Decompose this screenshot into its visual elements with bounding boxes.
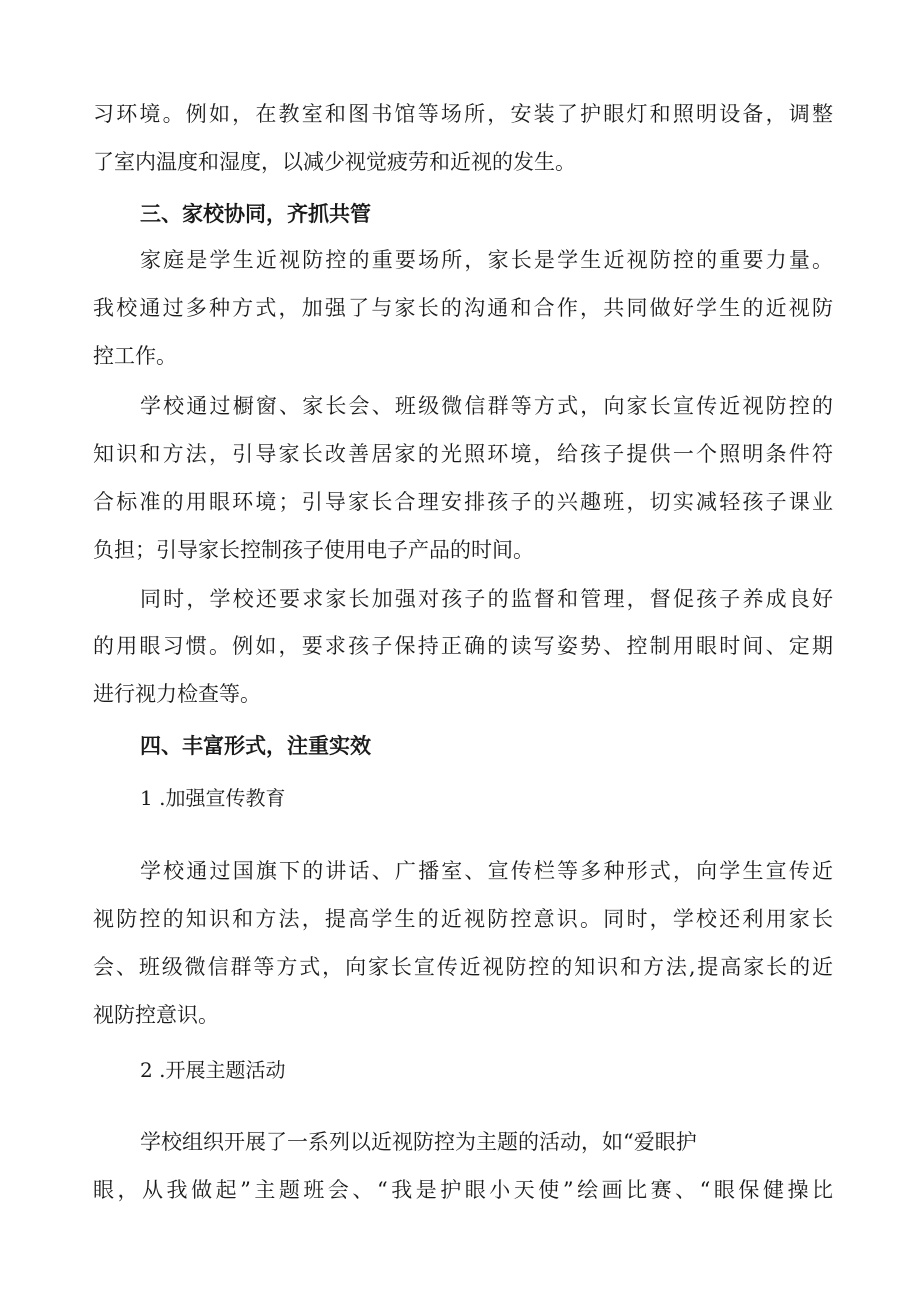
paragraph-line: 我校通过多种方式，加强了与家长的沟通和合作，共同做好学生的近视防 — [93, 296, 833, 320]
paragraph-line: 进行视力检查等。 — [93, 682, 261, 706]
paragraph-line: 习环境。例如，在教室和图书馆等场所，安装了护眼灯和照明设备，调整 — [93, 102, 833, 126]
paragraph-line: 学校通过国旗下的讲话、广播室、宣传栏等多种形式，向学生宣传近 — [140, 859, 833, 883]
paragraph-line: 会、班级微信群等方式，向家长宣传近视防控的知识和方法,提高家长的近 — [93, 955, 833, 979]
section-heading-3: 三、家校协同，齐抓共管 — [140, 202, 371, 226]
paragraph-line: 的用眼习惯。例如，要求孩子保持正确的读写姿势、控制用眼时间、定期 — [93, 634, 833, 658]
paragraph-line: 合标准的用眼环境；引导家长合理安排孩子的兴趣班，切实减轻孩子课业 — [93, 490, 833, 514]
paragraph-line: 视防控意识。 — [93, 1003, 219, 1027]
paragraph-line: 了室内温度和湿度，以减少视觉疲劳和近视的发生。 — [93, 150, 576, 174]
paragraph-line: 学校通过橱窗、家长会、班级微信群等方式，向家长宣传近视防控的 — [140, 394, 833, 418]
paragraph-line: 控工作。 — [93, 344, 177, 368]
paragraph-line: 负担；引导家长控制孩子使用电子产品的时间。 — [93, 538, 534, 562]
paragraph-line: 知识和方法，引导家长改善居家的光照环境，给孩子提供一个照明条件符 — [93, 442, 833, 466]
paragraph-line: 同时，学校还要求家长加强对孩子的监督和管理，督促孩子养成良好 — [140, 587, 833, 611]
paragraph-line: 学校组织开展了一系列以近视防控为主题的活动，如“爱眼护 — [140, 1130, 697, 1154]
section-heading-4: 四、丰富形式，注重实效 — [140, 734, 371, 758]
paragraph-line: 家庭是学生近视防控的重要场所，家长是学生近视防控的重要力量。 — [140, 248, 833, 272]
subheading-1: 1 .加强宣传教育 — [140, 786, 286, 810]
paragraph-line: 视防控的知识和方法，提高学生的近视防控意识。同时，学校还利用家长 — [93, 907, 833, 931]
subheading-2: 2 .开展主题活动 — [140, 1058, 286, 1082]
paragraph-line: 眼，从我做起”主题班会、“我是护眼小天使”绘画比赛、“眼保健操比 — [93, 1178, 833, 1202]
